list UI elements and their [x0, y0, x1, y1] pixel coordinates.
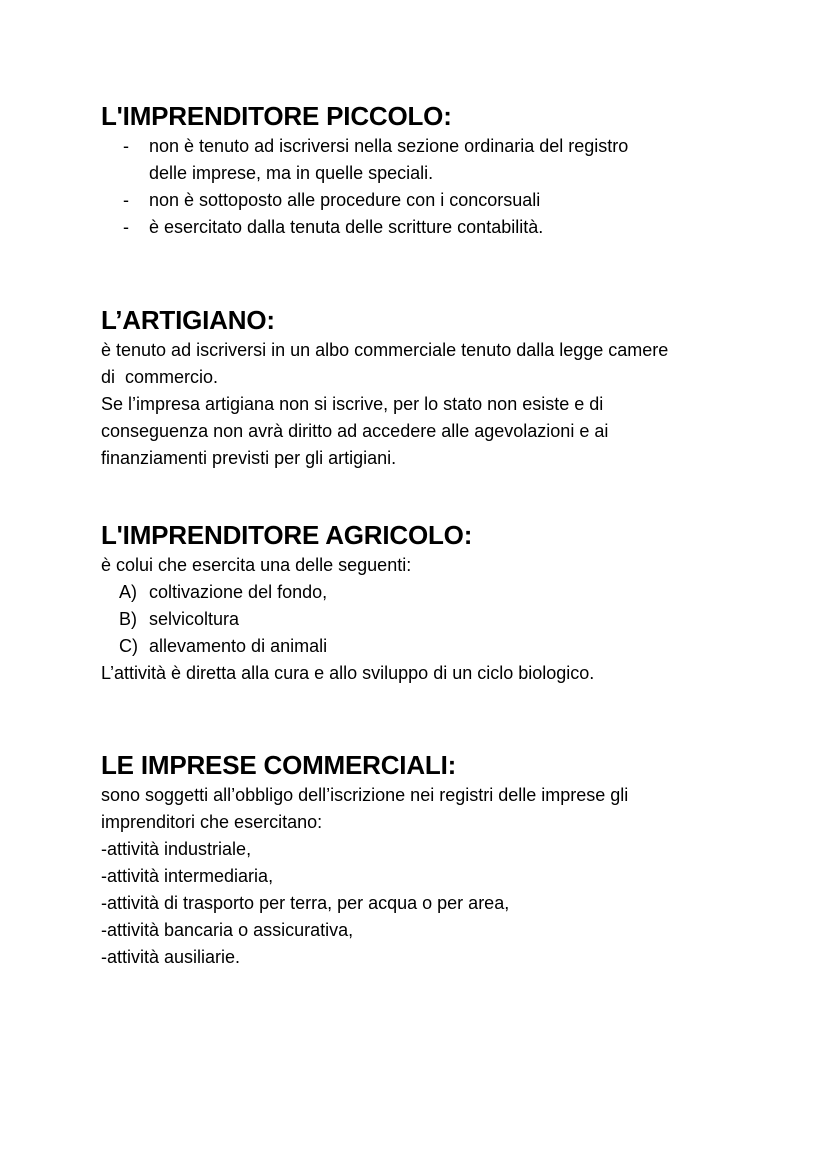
paragraph-line: finanziamenti previsti per gli artigiani.	[101, 448, 397, 468]
list-item	[101, 187, 761, 214]
list-item	[101, 133, 761, 187]
bullet-list	[101, 133, 761, 241]
activity-line: -attività di trasporto per terra, per acqua o per area,	[101, 893, 510, 913]
list-item-text: selvicoltura	[149, 609, 240, 629]
section-imprenditore-agricolo	[101, 520, 761, 687]
activity-line: -attività intermediaria,	[101, 866, 274, 886]
list-item-line: è esercitato dalla tenuta delle scritture contabilità.	[149, 217, 544, 237]
outro-text: L’attività è diretta alla cura e allo sviluppo di un ciclo biologico.	[101, 663, 595, 683]
section-imprese-commerciali	[101, 750, 761, 971]
dash-bullet: -	[123, 190, 129, 210]
paragraph-line: di commercio.	[101, 367, 219, 387]
paragraph-line: imprenditori che esercitano:	[101, 812, 323, 832]
section-artigiano	[101, 305, 761, 472]
section-heading: L'IMPRENDITORE PICCOLO:	[101, 101, 452, 131]
section-heading: L'IMPRENDITORE AGRICOLO:	[101, 520, 473, 550]
list-item-text: coltivazione del fondo,	[149, 582, 328, 602]
list-item	[101, 606, 761, 633]
list-marker: C)	[119, 636, 138, 656]
section-heading: LE IMPRESE COMMERCIALI:	[101, 750, 457, 780]
activity-line: -attività industriale,	[101, 839, 252, 859]
list-item	[101, 633, 761, 660]
section-imprenditore-piccolo	[101, 101, 761, 241]
dash-bullet: -	[123, 136, 129, 156]
paragraph-line: sono soggetti all’obbligo dell’iscrizione nei registri delle imprese gli	[101, 785, 629, 805]
paragraph-line: conseguenza non avrà diritto ad accedere alle agevolazioni e ai	[101, 421, 609, 441]
list-item	[101, 579, 761, 606]
list-item-line: non è tenuto ad iscriversi nella sezione ordinaria del registro	[149, 136, 629, 156]
activity-line: -attività bancaria o assicurativa,	[101, 920, 354, 940]
paragraph-line: Se l’impresa artigiana non si iscrive, per lo stato non esiste e di	[101, 394, 604, 414]
list-item-text: allevamento di animali	[149, 636, 328, 656]
intro-text: è colui che esercita una delle seguenti:	[101, 555, 412, 575]
list-item	[101, 214, 761, 241]
paragraph-line: è tenuto ad iscriversi in un albo commerciale tenuto dalla legge camere	[101, 340, 669, 360]
activity-line: -attività ausiliarie.	[101, 947, 241, 967]
list-marker: A)	[119, 582, 137, 602]
lettered-list	[101, 579, 761, 660]
list-item-line: delle imprese, ma in quelle speciali.	[149, 163, 434, 183]
list-item-line: non è sottoposto alle procedure con i concorsuali	[149, 190, 541, 210]
list-marker: B)	[119, 609, 137, 629]
section-heading: L’ARTIGIANO:	[101, 305, 275, 335]
dash-bullet: -	[123, 217, 129, 237]
